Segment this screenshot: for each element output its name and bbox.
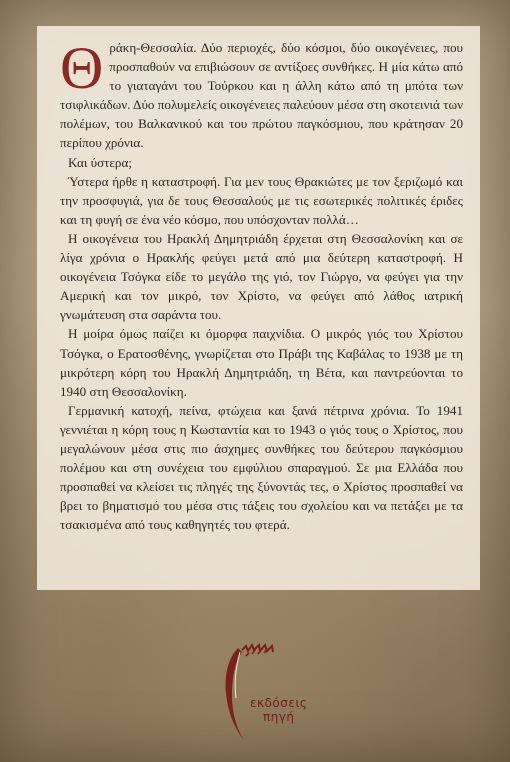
drop-cap: Θ <box>60 35 104 101</box>
paragraph-2: Και ύστερα; <box>68 154 132 170</box>
publisher-line-1: εκδόσεις <box>250 696 308 710</box>
paragraph-6: Γερμανική κατοχή, πείνα, φτώχεια και ξανά πέτρινα χρόνια. Το 1941 γεννιέται η κόρη τους η Κωσταντία και το 1943 ο γιός τους ο Χρίστος, που μεγαλώνουν μέσα στις πιο άσχημες συνθήκες του δεύτερου παγκόσμιου πολέμου και στη συνέχεια του εμφύλιου σπαραγμού. Σε μια Ελλάδα που προσπαθεί να κλείσει τις πληγές της ξύνοντάς τες, ο Χρίστος προσπαθεί να βρει το βηματισμό του μέσα στις τάξεις του σχολείου και να πετάξει με τα τσακισμένα από τους καθηγητές του φτερά. <box>60 402 463 533</box>
paragraph-5: Η μοίρα όμως παίζει κι όμορφα παιχνίδια. Ο μικρός γιός του Χρίστου Τσόγκα, ο Ερατοσθένης, γνωρίζεται στο Πράβι της Καβάλας το 1938 με τη μικρότερη κόρη του Ηρακλή Δημητριάδη, τη Βέτα, και παντρεύονται το 1940 στη Θεσσαλονίκη. <box>60 326 463 399</box>
paragraph-4: Η οικογένεια του Ηρακλή Δημητριάδη έρχεται στη Θεσσαλονίκη και σε λίγα χρόνια ο Ηρακλής φεύγει μετά από μια δεύτερη καταστροφή. Η οικογένεια Τσόγκα είδε το μεγάλο της γιό, τον Γιώργο, να φεύγει για την Αμερική και τον μικρό, τον Χρίστο, να φεύγει από λάθος ιατρική γνωμάτευση στα σαράντα του. <box>60 230 463 323</box>
paragraph-1: Θράκη-Θεσσαλία. Δύο περιοχές, δύο κόσμοι, δύο οικογένειες, που προσπαθούν να επιβιώσουν σε αντίξοες συνθήκες. Η μία κάτω από το γιαταγάνι του Τούρκου και η άλλη κάτω από τη μπότα των τσιφλικάδων. Δύο πολυμελείς οικογένειες παλεύουν μέσα στη σκοτεινιά των πολέμων, του Βαλκανικού και του πρώτου παγκόσμιου, που κράτησαν 20 περίπου χρόνια. <box>60 35 463 151</box>
publisher-feather-logo <box>176 636 326 746</box>
publisher-line-2: πηγή <box>262 710 295 724</box>
back-cover-blurb <box>60 35 463 534</box>
publisher-name <box>250 696 307 724</box>
paragraph-3: Ύστερα ήρθε η καταστροφή. Για μεν τους Θρακιώτες με τον ξεριζωμό και την προσφυγιά, για δε τους Θεσσαλούς με τις εσωτερικές πολιτικές έριδες και τη φυγή σε ένα νέο κόσμο, που υπόσχονταν πολλά… <box>60 173 463 227</box>
